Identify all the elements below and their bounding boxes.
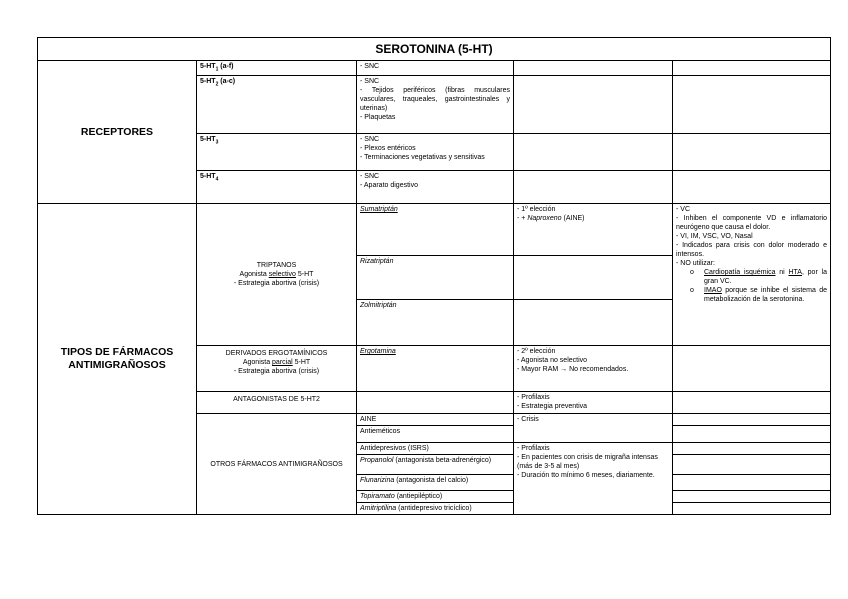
drug-sumatriptan: Sumatriptán bbox=[357, 204, 514, 256]
receptor-location: - SNC bbox=[357, 61, 514, 76]
empty-cell bbox=[673, 171, 831, 204]
empty-cell bbox=[514, 76, 673, 134]
receptor-name: $5-HT_3$ bbox=[197, 134, 357, 171]
receptor-location: - SNC - Tejidos periféricos (fibras musculares vasculares, traqueales, gastrointestinales y uterinas) - Plaquetas bbox=[357, 76, 514, 134]
empty-cell bbox=[673, 392, 831, 414]
empty-cell bbox=[673, 443, 831, 455]
drug-antiemeticos: Antieméticos bbox=[357, 426, 514, 443]
empty-cell bbox=[357, 392, 514, 414]
otros-crisis: - Crisis bbox=[514, 414, 673, 443]
drug-topiramato: Topiramato (antiepiléptico) bbox=[357, 491, 514, 503]
group-otros: OTROS FÁRMACOS ANTIMIGRAÑOSOS bbox=[197, 414, 357, 515]
serotonina-table bbox=[37, 37, 831, 515]
table-title: SEROTONINA (5-HT) bbox=[38, 38, 831, 61]
empty-cell bbox=[514, 256, 673, 300]
drug-aine: AINE bbox=[357, 414, 514, 426]
empty-cell bbox=[673, 414, 831, 426]
group-ergotaminicos: DERIVADOS ERGOTAMÍNICOS Agonista parcial 5-HT - Estrategia abortiva (crisis) bbox=[197, 346, 357, 392]
empty-cell bbox=[673, 491, 831, 503]
drug-amitriptilina: Amitriptilina (antidepresivo tricíclico) bbox=[357, 503, 514, 515]
section-farmacos: TIPOS DE FÁRMACOS ANTIMIGRAÑOSOS bbox=[38, 204, 197, 515]
drug-zolmitriptan: Zolmitriptán bbox=[357, 300, 514, 346]
drug-antidepresivos: Antidepresivos (ISRS) bbox=[357, 443, 514, 455]
section-receptores: RECEPTORES bbox=[38, 61, 197, 204]
triptan-effects: - VC - Inhiben el componente VD e inflamatorio neurógeno que causa el dolor. - VI, IM, VSC, VO, Nasal - Indicados para crisis con dolor moderado e intensos. - NO utilizar: o Cardiopatía isquémica ni HTA, por la gran VC. o IMAO porque se inhibe el sistema de metabolización de la serotonina. bbox=[673, 204, 831, 346]
empty-cell bbox=[673, 455, 831, 475]
empty-cell bbox=[673, 346, 831, 392]
empty-cell bbox=[673, 76, 831, 134]
antag-notes: - Profilaxis - Estrategia preventiva bbox=[514, 392, 673, 414]
receptor-name: $5-HT_2$ (a-c) bbox=[197, 76, 357, 134]
receptor-location: - SNC - Plexos entéricos - Terminaciones vegetativas y sensitivas bbox=[357, 134, 514, 171]
empty-cell bbox=[514, 61, 673, 76]
empty-cell bbox=[673, 475, 831, 491]
empty-cell bbox=[673, 134, 831, 171]
empty-cell bbox=[673, 61, 831, 76]
drug-propanolol: Propanolol (antagonista beta-adrenérgico) bbox=[357, 455, 514, 475]
empty-cell bbox=[673, 426, 831, 443]
contraindication-item: o Cardiopatía isquémica ni HTA, por la gran VC. bbox=[704, 268, 827, 286]
ergot-notes: - 2º elección - Agonista no selectivo - Mayor RAM → No recomendados. bbox=[514, 346, 673, 392]
receptor-name: $5-HT_1$ (a-f) bbox=[197, 61, 357, 76]
otros-profilaxis: - Profilaxis - En pacientes con crisis de migraña intensas (más de 3-5 al mes) - Duración tto mínimo 6 meses, diariamente. bbox=[514, 443, 673, 515]
triptan-notes: - 1º elección - + Naproxeno (AINE) bbox=[514, 204, 673, 256]
group-triptanos: TRIPTANOS Agonista selectivo 5-HT - Estrategia abortiva (crisis) bbox=[197, 204, 357, 346]
receptor-name: $5-HT_4$ bbox=[197, 171, 357, 204]
group-antagonistas: ANTAGONISTAS DE 5-HT2 bbox=[197, 392, 357, 414]
drug-ergotamina: Ergotamina bbox=[357, 346, 514, 392]
empty-cell bbox=[514, 134, 673, 171]
drug-flunarizina: Flunarizina (antagonista del calcio) bbox=[357, 475, 514, 491]
empty-cell bbox=[514, 171, 673, 204]
contraindication-item: o IMAO porque se inhibe el sistema de metabolización de la serotonina. bbox=[704, 286, 827, 304]
empty-cell bbox=[514, 300, 673, 346]
drug-rizatriptan: Rizatriptán bbox=[357, 256, 514, 300]
receptor-location: - SNC - Aparato digestivo bbox=[357, 171, 514, 204]
empty-cell bbox=[673, 503, 831, 515]
